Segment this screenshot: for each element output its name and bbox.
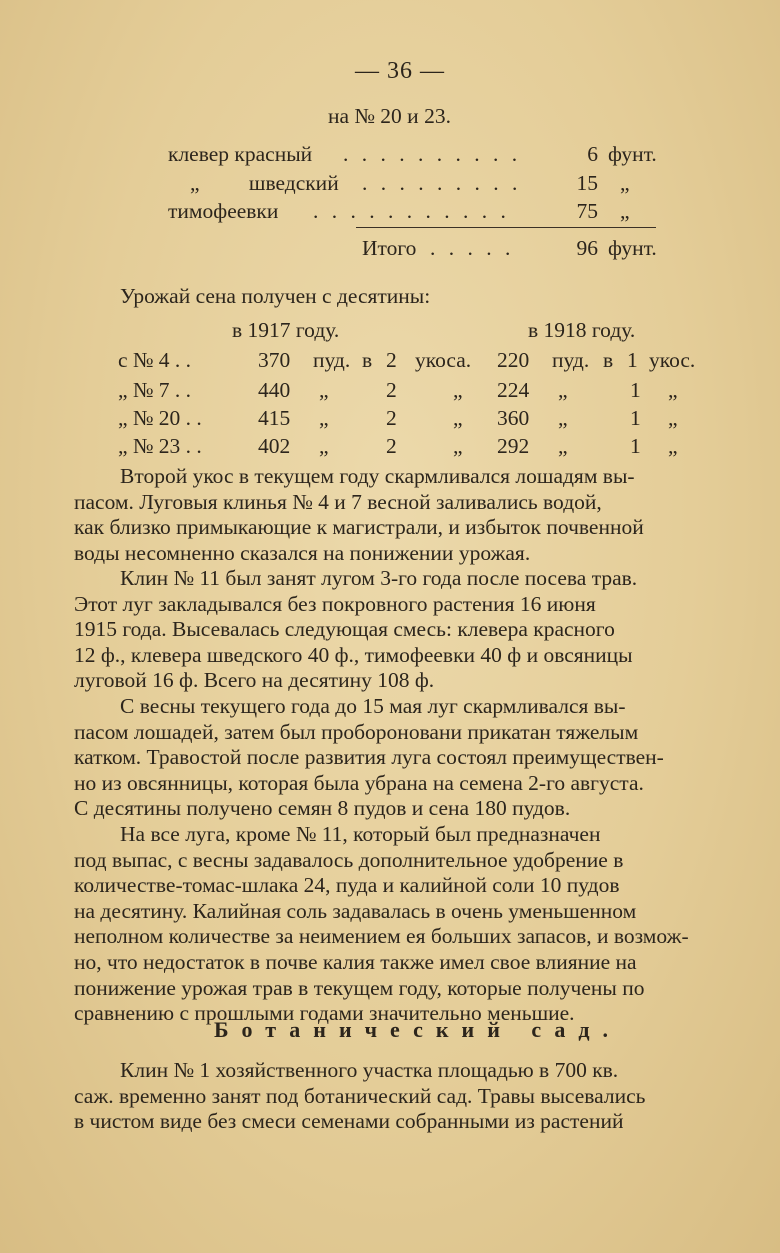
text-line: воды несомненно сказался на понижении урожая. [74, 540, 531, 565]
harvest-1917-cuts: 2 [386, 348, 397, 372]
text-line: луговой 16 ф. Всего на десятину 108 ф. [74, 668, 435, 693]
harvest-1918-cut-word: укос. [649, 348, 696, 372]
seed-label: „ шведский [190, 171, 339, 195]
harvest-1918-cut-word: „ [668, 378, 678, 402]
column-header-1918: в 1918 году. [528, 318, 636, 342]
text-line: С весны текущего года до 15 мая луг скармливался вы- [120, 694, 626, 718]
text-line: катком. Травостой после развития луга состоял преимуществен- [74, 745, 664, 770]
column-header-1917: в 1917 году. [232, 318, 340, 342]
harvest-1917-prep: в [362, 348, 373, 372]
sum-rule [356, 227, 656, 228]
leader-dots: . . . . . [430, 236, 515, 260]
harvest-1917-cut-word: укоса. [415, 348, 472, 372]
harvest-1917-cut-word: „ [453, 406, 463, 430]
leader-dots: . . . . . . . . . . [343, 142, 522, 166]
paragraph [74, 694, 754, 822]
seed-row [168, 171, 658, 199]
harvest-1917-cuts: 2 [386, 434, 397, 458]
text-line: 12 ф., клевера шведского 40 ф., тимофеевки 40 ф и овсяницы [74, 642, 633, 667]
text-line: неполном количестве за неимением ея больших запасов, и возмож- [74, 924, 689, 949]
harvest-1918-amount: 224 [497, 378, 530, 402]
harvest-1918-prep: в [603, 348, 614, 372]
seed-label: клевер красный [168, 142, 313, 166]
harvest-1918-cuts: 1 [630, 378, 641, 402]
text-line: но, что недостаток в почве калия также имел свое влияние на [74, 949, 637, 974]
harvest-1917-amount: 415 [258, 406, 291, 430]
paragraph [74, 566, 754, 694]
harvest-intro: Урожай сена получен с десятины: [120, 284, 431, 308]
text-line: пасом лошадей, затем был пробороновани прикатан тяжелым [74, 719, 639, 744]
text-line: 1915 года. Высевалась следующая смесь: клевера красного [74, 617, 615, 642]
text-line: понижение урожая трав в текущем году, которые получены по [74, 975, 645, 1000]
text-line: Этот луг закладывался без покровного растения 16 июня [74, 591, 596, 616]
seed-unit: фунт. [608, 142, 657, 166]
leader-dots: . . . . . . . . . [362, 171, 522, 195]
seed-row [168, 199, 658, 227]
text-line: на десятину. Калийная соль задавалась в очень уменьшенном [74, 898, 637, 923]
harvest-1918-unit: пуд. [552, 348, 590, 372]
harvest-plot: с № 4 . . [118, 348, 192, 372]
paragraph [74, 822, 754, 1027]
harvest-1918-cuts: 1 [627, 348, 638, 372]
seed-qty: 75 [576, 199, 598, 223]
harvest-1918-cuts: 1 [630, 406, 641, 430]
harvest-1917-amount: 402 [258, 434, 291, 458]
leader-dots: . . . . . . . . . . . [313, 199, 510, 223]
text-line: Второй укос в текущем году скармливался лошадям вы- [120, 464, 635, 488]
harvest-1918-amount: 220 [497, 348, 530, 372]
harvest-1918-unit: „ [558, 406, 568, 430]
seed-qty: 15 [576, 171, 598, 195]
total-qty: 96 [576, 236, 598, 260]
harvest-plot: „ № 7 . . [118, 378, 192, 402]
text-line: количестве-томас-шлака 24, пуда и калийной соли 10 пудов [74, 873, 620, 898]
harvest-1917-cut-word: „ [453, 378, 463, 402]
harvest-1917-cut-word: „ [453, 434, 463, 458]
text-line: На все луга, кроме № 11, который был предназначен [120, 822, 601, 846]
text-line: под выпас, с весны задавалось дополнительное удобрение в [74, 847, 624, 872]
section-heading: Ботанический сад. [213, 1017, 622, 1042]
harvest-1917-unit: „ [319, 378, 329, 402]
harvest-1917-cuts: 2 [386, 406, 397, 430]
page-number: — 36 — [355, 58, 445, 84]
harvest-1918-cut-word: „ [668, 406, 678, 430]
text-line: С десятины получено семян 8 пудов и сена 180 пудов. [74, 796, 571, 821]
seed-unit: „ [620, 199, 630, 223]
seed-qty: 6 [587, 142, 598, 166]
harvest-1917-cuts: 2 [386, 378, 397, 402]
harvest-1918-amount: 360 [497, 406, 530, 430]
text-line: саж. временно занят под ботанический сад. Травы высевались [74, 1083, 646, 1108]
harvest-1917-unit: „ [319, 406, 329, 430]
text-line: в чистом виде без смеси семенами собранными из растений [74, 1109, 624, 1134]
text-line: но из овсянницы, которая была убрана на семена 2-го августа. [74, 770, 644, 795]
text-line: Клин № 1 хозяйственного участка площадью в 700 кв. [120, 1058, 619, 1082]
text-line: пасом. Луговыя клинья № 4 и 7 весной заливались водой, [74, 489, 602, 514]
harvest-1918-unit: „ [558, 434, 568, 458]
text-line: как близко примыкающие к магистрали, и избыток почвенной [74, 515, 644, 540]
seed-mix-heading: на № 20 и 23. [328, 104, 451, 128]
harvest-1917-unit: „ [319, 434, 329, 458]
harvest-1917-unit: пуд. [313, 348, 351, 372]
harvest-plot: „ № 23 . . [118, 434, 202, 458]
harvest-plot: „ № 20 . . [118, 406, 202, 430]
harvest-1917-amount: 370 [258, 348, 291, 372]
paragraph [74, 464, 754, 566]
harvest-1917-amount: 440 [258, 378, 291, 402]
harvest-1918-cut-word: „ [668, 434, 678, 458]
paragraph [74, 1058, 754, 1135]
seed-label: тимофеевки [168, 199, 279, 223]
harvest-1918-amount: 292 [497, 434, 530, 458]
harvest-1918-unit: „ [558, 378, 568, 402]
harvest-1918-cuts: 1 [630, 434, 641, 458]
text-line: сравнению с прошлыми годами значительно меньшие. [74, 1001, 575, 1026]
seed-unit: „ [620, 171, 630, 195]
text-line: Клин № 11 был занят лугом 3-го года после посева трав. [120, 566, 638, 590]
seed-row [168, 142, 658, 170]
total-label: Итого [362, 236, 417, 260]
total-unit: фунт. [608, 236, 657, 260]
seed-total-row [168, 236, 658, 264]
